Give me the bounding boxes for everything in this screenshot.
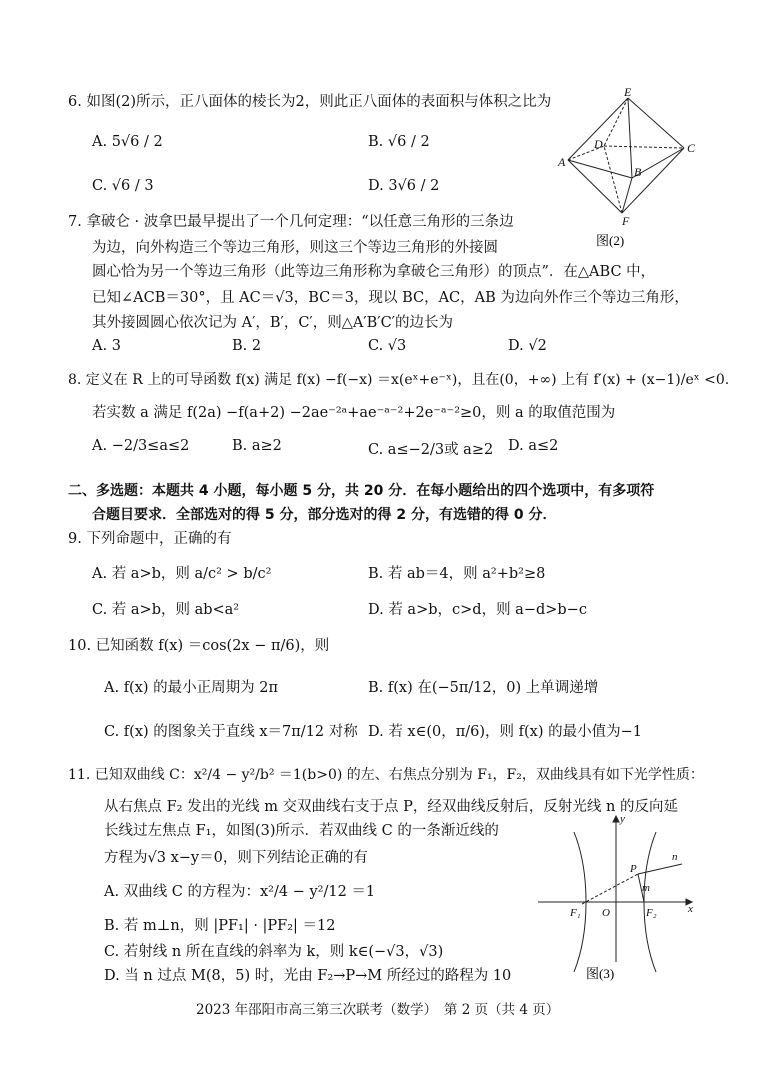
q8-option-a: A. −2/3≤a≤2 [92,438,190,454]
q9-option-a: A. 若 a>b，则 a/c² > b/c² [92,566,272,582]
figure-3-hyperbola [534,812,699,982]
q11-option-c: C. 若射线 n 所在直线的斜率为 k，则 k∈(−√3，√3) [104,944,444,960]
q6-option-c: C. √6 / 3 [92,178,154,194]
q11-option-d: D. 当 n 过点 M(8，5) 时，光由 F₂→P→M 所经过的路程为 10 [104,968,512,984]
fig2-label-b: B [634,165,642,179]
q10-option-a: A. f(x) 的最小正周期为 2π [104,680,279,696]
q6-option-b: B. √6 / 2 [368,134,430,150]
q8-option-c: C. a≤−2/3或 a≥2 [368,442,494,458]
q11-line-2: 从右焦点 F₂ 发出的光线 m 交双曲线右支于点 P，经双曲线反射后，反射光线 n 的反向延 [104,799,678,815]
q7-line-3: 圆心恰为另一个等边三角形（此等边三角形称为拿破仑三角形）的顶点”．在△ABC 中， [92,264,656,280]
q6-option-a: A. 5√6 / 2 [92,134,163,150]
figure-2-octahedron [556,88,706,253]
q10-option-d: D. 若 x∈(0，π/6)，则 f(x) 的最小值为−1 [368,724,642,740]
q9-stem: 9. 下列命题中，正确的有 [68,531,232,547]
q11-line-1: 11. 已知双曲线 C：x²/4 − y²/b² ＝1(b>0) 的左、右焦点分别为 F₁，F₂，双曲线具有如下光学性质： [68,767,704,783]
q8-line-2: 若实数 a 满足 f(2a) −f(a+2) −2ae⁻²ᵃ+ae⁻ᵃ⁻²+2e⁻ᵃ⁻²≥0，则 a 的取值范围为 [92,405,616,421]
fig2-label-e: E [624,88,632,99]
fig3-label-y: y [620,813,625,825]
q7-line-1: 7. 拿破仑 · 波拿巴最早提出了一个几何定理：“以任意三角形的三条边 [68,214,514,230]
fig2-caption: 图(2) [596,233,625,248]
fig2-label-f: F [622,214,630,228]
q11-option-a: A. 双曲线 C 的方程为：x²/4 − y²/12 ＝1 [104,884,376,900]
fig3-label-m: m [642,882,650,894]
q7-option-d: D. √2 [508,338,547,354]
q6-option-d: D. 3√6 / 2 [368,178,440,194]
section-2-heading: 二、多选题：本题共 4 小题，每小题 5 分，共 20 分．在每小题给出的四个选项中，有多项符 [68,483,655,499]
q6-stem: 6. 如图(2)所示，正八面体的棱长为2，则此正八面体的表面积与体积之比为 [68,94,552,110]
fig3-label-o: O [602,907,610,919]
q7-option-c: C. √3 [368,338,407,354]
q10-option-b: B. f(x) 在(−5π/12，0) 上单调递增 [368,680,599,696]
q8-option-d: D. a≤2 [508,438,559,454]
fig2-label-c: C [687,141,696,155]
section-2-heading-cont: 合题目要求．全部选对的得 5 分，部分选对的得 2 分，有选错的得 0 分． [92,507,557,523]
q7-option-b: B. 2 [232,338,262,354]
fig3-label-p: P [630,863,637,875]
q7-line-4: 已知∠ACB＝30°，且 AC＝√3，BC＝3，现以 BC，AC，AB 为边向外作三个等边三角形， [92,290,689,306]
q9-option-d: D. 若 a>b，c>d，则 a−d>b−c [368,602,587,618]
q8-line-1: 8. 定义在 R 上的可导函数 f(x) 满足 f(x) −f(−x) ＝x(eˣ+e⁻ˣ)，且在(0，+∞) 上有 f′(x) + (x−1)/eˣ <0. [68,372,730,388]
fig3-caption: 图(3) [586,966,615,981]
q9-option-b: B. 若 ab＝4，则 a²+b²≥8 [368,566,546,582]
fig3-label-f2: F₂ [646,907,657,919]
fig2-label-a: A [558,155,566,169]
q7-option-a: A. 3 [92,338,121,354]
page-footer: 2023 年邵阳市高三第三次联考（数学） 第 2 页（共 4 页） [196,1002,560,1018]
fig3-label-x: x [688,903,693,915]
q11-line-3: 长线过左焦点 F₁，如图(3)所示．若双曲线 C 的一条渐近线的 [104,823,499,839]
q11-option-b: B. 若 m⊥n，则 |PF₁| · |PF₂| ＝12 [104,918,336,934]
q9-option-c: C. 若 a>b，则 ab<a² [92,602,240,618]
q11-line-4: 方程为√3 x−y＝0，则下列结论正确的有 [104,850,368,866]
q10-stem: 10. 已知函数 f(x) ＝cos(2x − π/6)，则 [68,638,330,654]
q7-line-5: 其外接圆圆心依次记为 A′，B′，C′，则△A′B′C′的边长为 [92,315,453,331]
fig2-label-d: D [594,137,603,151]
q8-option-b: B. a≥2 [232,438,282,454]
fig3-label-f1: F₁ [570,907,581,919]
q7-line-2: 为边，向外构造三个等边三角形，则这三个等边三角形的外接圆 [92,240,498,256]
fig3-label-n: n [672,851,678,863]
q10-option-c: C. f(x) 的图象关于直线 x＝7π/12 对称 [104,724,358,740]
